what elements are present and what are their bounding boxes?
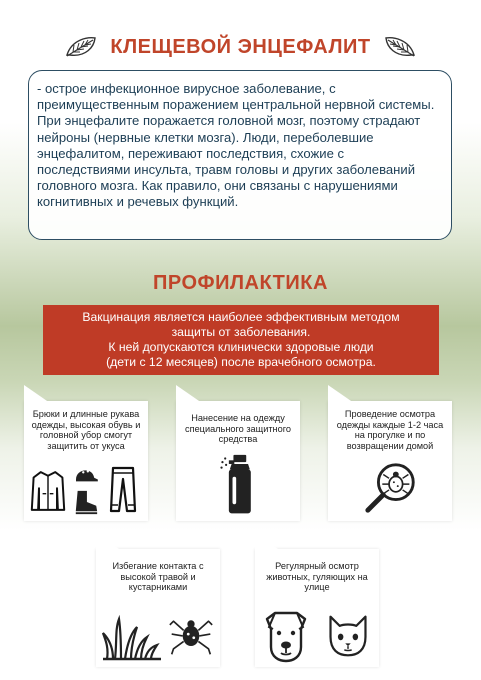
card-text: Брюки и длинные рукава одежды, высокая обувь и головной убор смогут защитить от укуса bbox=[31, 409, 141, 451]
speech-tail bbox=[327, 385, 355, 403]
vaccination-box bbox=[43, 305, 439, 375]
speech-tail bbox=[23, 385, 51, 403]
speech-tail bbox=[254, 533, 282, 551]
leaf-icon bbox=[64, 35, 98, 59]
vaccination-line: Вакцинация является наиболее эффективным методом bbox=[82, 310, 400, 324]
boot-icon bbox=[72, 489, 100, 515]
definition-box bbox=[28, 70, 452, 240]
page-title: КЛЕЩЕВОЙ ЭНЦЕФАЛИТ bbox=[110, 35, 371, 58]
vaccination-line: защиты от заболевания. bbox=[171, 325, 311, 339]
card-text: Избегание контакта с высокой травой и кустарниками bbox=[112, 561, 204, 593]
speech-tail bbox=[95, 533, 123, 551]
card-text: Проведение осмотра одежды каждые 1-2 часа на прогулке и по возвращении домой bbox=[336, 409, 444, 451]
card-repellent bbox=[176, 401, 300, 521]
pants-icon bbox=[108, 465, 138, 515]
leaf-icon bbox=[383, 35, 417, 59]
vaccination-line: (дети с 12 месяцев) после врачебного осмотра. bbox=[106, 355, 376, 369]
grass-icon bbox=[100, 611, 162, 661]
speech-tail bbox=[175, 385, 203, 403]
vaccination-line: К ней допускаются клинически здоровые люди bbox=[108, 340, 374, 354]
spray-icon bbox=[218, 453, 258, 517]
card-text: Нанесение на одежду специального защитного средства bbox=[185, 413, 291, 445]
cap-icon bbox=[72, 465, 100, 485]
card-pets bbox=[255, 549, 379, 667]
card-text: Регулярный осмотр животных, гуляющих на улице bbox=[266, 561, 368, 593]
header bbox=[0, 30, 481, 64]
magnifier-tick-icon bbox=[362, 459, 420, 517]
card-inspection bbox=[328, 401, 452, 521]
jacket-icon bbox=[30, 467, 66, 515]
tick-icon bbox=[168, 611, 214, 659]
cat-icon bbox=[325, 613, 371, 659]
definition-text: - острое инфекционное вирусное заболевание, с преимущественным поражением центральной нервной системы. При энцефалите поражается головной мозг, поэтому страдают нейроны (нервные клетки мозга). Люди, переболевшие энцефалитом, переживают последствия, схожие с последствиями инсульта, травм головы и других заболеваний головного мозга. Как правило, они связаны с нарушениями когнитивных и речевых функций. bbox=[37, 81, 435, 210]
dog-icon bbox=[261, 607, 311, 663]
card-clothing bbox=[24, 401, 148, 521]
card-avoid-grass bbox=[96, 549, 220, 667]
prevention-title: ПРОФИЛАКТИКА bbox=[153, 272, 328, 294]
